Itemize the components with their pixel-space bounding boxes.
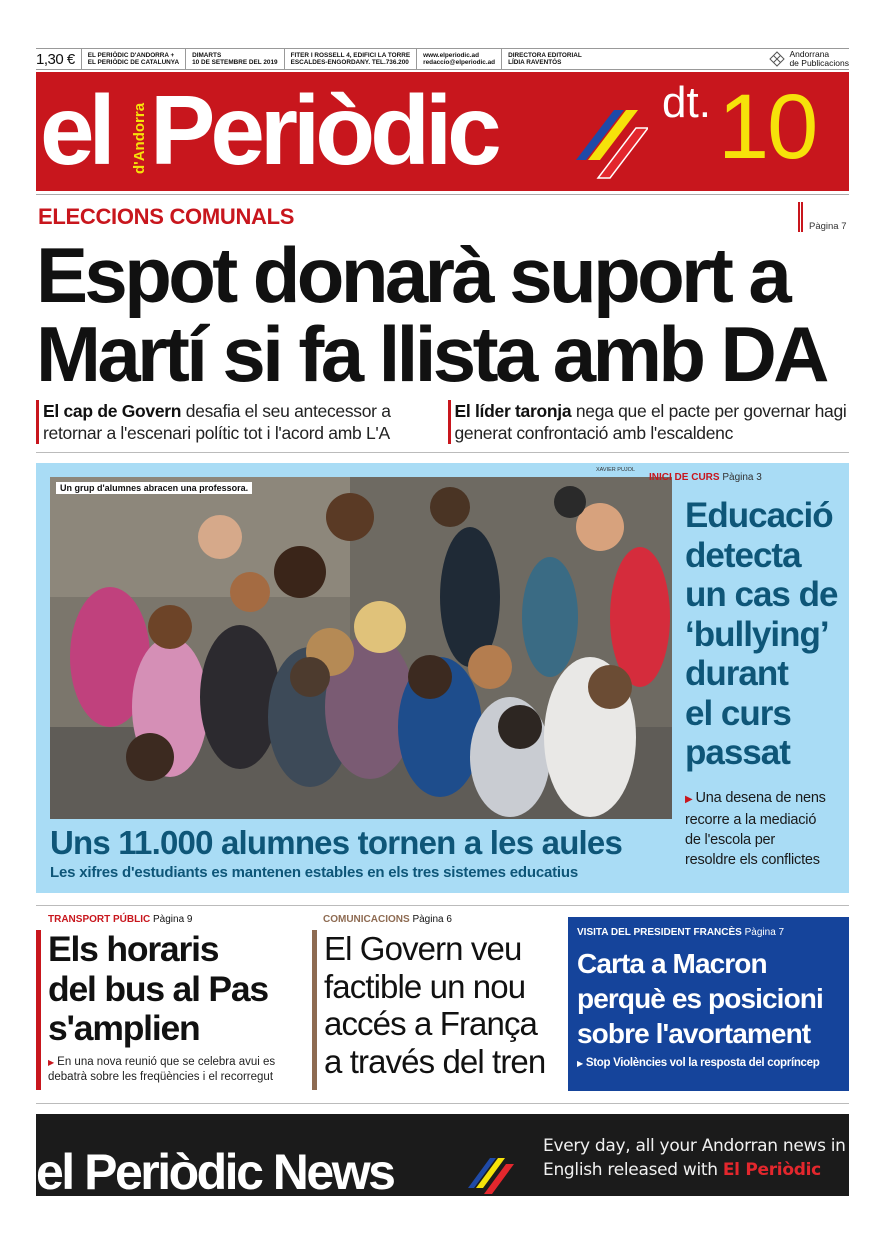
story1-transport[interactable] [36,930,298,1090]
lead-headline-line-1: Espot donarà suport a [36,231,789,319]
info-strip [36,48,849,70]
students-hugging-teacher-image [50,477,672,819]
story1-headline-line: del bus al Pas [48,968,268,1009]
director-name: LÍDIA RAVENTÓS [508,59,562,66]
side-headline-line: el curs [685,693,791,733]
story1-kicker [48,914,193,925]
edition-line-1: EL PERIÒDIC D'ANDORRA + [87,52,175,59]
story3-macron-box[interactable] [568,917,849,1091]
side-headline-line: passat [685,733,790,772]
andorra-flag-stripes-icon [576,108,648,180]
andorra-flag-stripes-icon [468,1158,514,1194]
banner-tagline [543,1134,846,1182]
feature-kicker-label: INICI DE CURS [649,472,720,483]
deck-left-text: desafia el seu antecessor a retornar a l'escenari polític tot i l'acord amb L'A [43,401,391,443]
side-headline-line: detecta [685,535,801,575]
masthead-day-number: 10 [718,76,817,178]
banner-brand: El Periòdic [722,1160,821,1180]
triangle-right-icon: ▶ [48,1057,55,1067]
side-deck-line: recorre a la mediació [685,812,817,828]
banner-logo: el Periòdic News [36,1144,394,1196]
side-deck-line: Una desena de nens [695,790,826,806]
side-deck-line: de l'escola per [685,832,776,848]
feature-side-deck [685,788,845,870]
story1-page-ref: Pàgina 9 [153,914,193,925]
story3-kicker [577,927,840,938]
feature-title[interactable]: Uns 11.000 alumnes tornen a les aules [50,824,623,861]
issue-day: DIMARTS [192,52,222,59]
director-block [501,49,588,69]
story1-headline-line: Els horaris [48,929,219,969]
cover-price: 1,30 € [36,50,75,68]
story3-headline-line: sobre l'avortament [577,1018,811,1049]
lead-deck-left [36,400,438,444]
issue-date [185,49,283,69]
contact-block [416,49,501,69]
diamond-grid-icon [769,51,785,67]
divider [36,905,849,906]
story1-deck-line: En una nova reunió que se celebra avui es [57,1055,276,1068]
feature-page-ref: Pàgina 3 [722,472,762,483]
story2-headline-line: El Govern veu [324,930,522,967]
story1-headline-line: s'amplien [48,1008,200,1048]
story1-deck-line: debatrà sobre les freqüències i el recorregut [48,1070,274,1083]
edition-line-2: EL PERIÒDIC DE CATALUNYA [87,59,180,66]
deck-left-bold: El cap de Govern [43,401,182,421]
publisher-line-2: de Publicacions [789,58,849,68]
banner-tagline-line-2: English released with [543,1160,723,1180]
story2-headline-line: factible un nou [324,967,526,1005]
story3-deck [577,1057,840,1069]
story3-headline-line: perquè es posicioni [577,983,823,1014]
side-headline-line: un cas de [685,575,838,614]
story2-headline [324,930,562,1080]
photo-credit: XAVIER PUJOL [596,467,636,473]
feature-kicker [649,472,762,483]
story2-headline-line: accés a França [324,1005,538,1042]
masthead-day-abbr: dt. [662,78,711,127]
svg-text:d'Andorra: d'Andorra [131,102,148,174]
page-marker-icon [798,202,803,232]
story2-headline-line: a través del tren [324,1042,546,1080]
lead-page-ref [798,202,847,232]
story3-kicker-label: VISITA DEL PRESIDENT FRANCÈS [577,927,742,938]
masthead [36,72,849,191]
address-line-1: FITER I ROSSELL 4, EDIFICI LA TORRE [290,52,411,59]
feature-subtitle: Les xifres d'estudiants es mantenen estables en els tres sistemes educatius [50,864,578,881]
side-headline-line: Educació [685,496,833,535]
story3-headline [577,946,840,1051]
banner-tagline-line-1: Every day, all your Andorran news in [543,1136,846,1156]
school-photo[interactable] [50,477,672,819]
issue-full-date: 10 DE SETEMBRE DEL 2019 [192,59,278,66]
story2-communications[interactable] [312,930,562,1090]
divider [36,1103,849,1104]
divider [36,194,849,195]
lead-headline[interactable] [36,231,856,398]
lead-page-label: Pàgina 7 [809,221,847,232]
story3-page-ref: Pàgina 7 [744,927,785,938]
story1-kicker-label: TRANSPORT PÚBLIC [48,914,151,925]
deck-right-text: nega que el pacte per governar hagi generat confrontació amb l'escaldenc [454,401,847,443]
lead-kicker: ELECCIONS COMUNALS [38,204,295,229]
story2-kicker [323,914,452,925]
masthead-andorra-vertical [129,86,149,176]
address-block [284,49,417,69]
director-role: DIRECTORA EDITORIAL [508,52,582,59]
story3-deck-text: Stop Violències vol la resposta del copríncep [585,1057,820,1069]
side-headline-line: durant [685,654,788,693]
publisher-line-1: Andorrana [789,49,830,59]
lead-headline-line-2: Martí si fa llista amb DA [36,310,826,398]
lead-deck-right [448,400,850,444]
feature-side-headline[interactable] [685,496,850,773]
email-link[interactable]: redaccio@elperiodic.ad [423,59,496,66]
story2-kicker-label: COMUNICACIONS [323,914,410,925]
photo-caption: Un grup d'alumnes abracen una professora. [56,482,252,494]
masthead-name: Periòdic [150,75,497,185]
edition-info [81,49,185,69]
story1-deck [48,1055,298,1084]
website-link[interactable]: www.elperiodic.ad [423,52,479,59]
publisher-logo [769,50,849,68]
news-english-banner[interactable] [36,1114,849,1196]
story3-headline-line: Carta a Macron [577,948,767,979]
address-line-2: ESCALDES-ENGORDANY. TEL.736.200 [290,59,409,66]
story1-headline [48,930,298,1049]
story2-page-ref: Pàgina 6 [412,914,452,925]
side-deck-line: resoldre els conflictes [685,852,820,868]
divider [36,452,849,453]
lead-decks [36,400,849,444]
triangle-right-icon: ▶ [685,794,693,805]
side-headline-line: ‘bullying’ [685,614,829,654]
deck-right-bold: El líder taronja [454,401,572,421]
triangle-right-icon: ▶ [577,1059,583,1068]
masthead-el: el [40,75,110,185]
